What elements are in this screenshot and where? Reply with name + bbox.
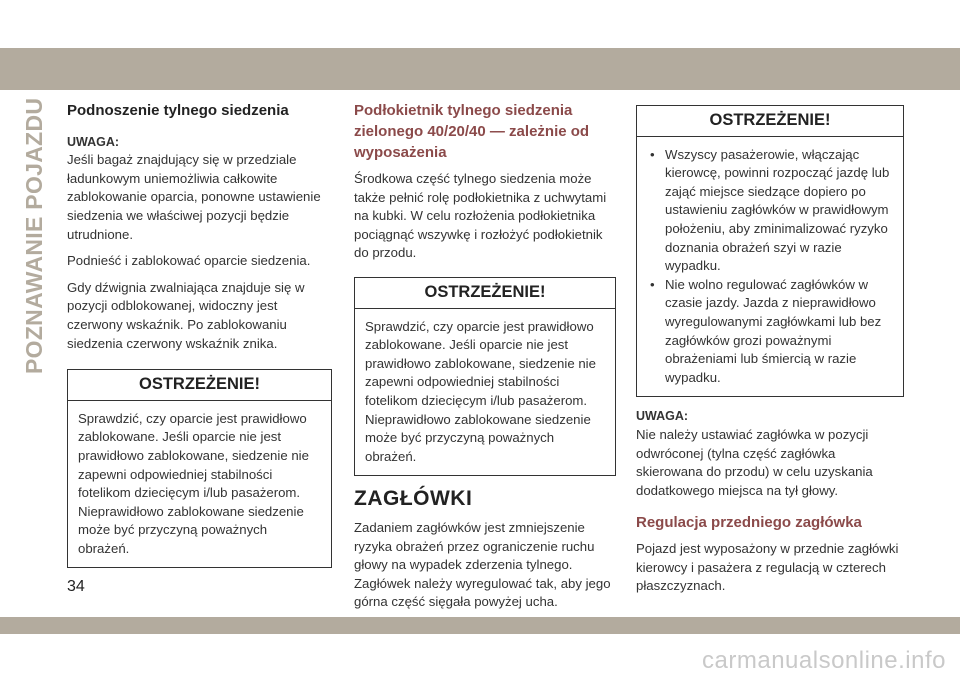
warning-list <box>637 137 903 397</box>
warning-bullet: • Nie wolno regulować zagłówków w czasie jazdy. Jazda z nieprawidłowo wyregulowanymi zagłówkami lub bez zagłówków grozi poważnymi obrażeniami lub śmiercią w razie wypadku. <box>647 276 893 388</box>
paragraph: Gdy dźwignia zwalniająca znajduje się w pozycji odblokowanej, widoczny jest czerwony wskaźnik. Po zablokowaniu siedzenia czerwony wskaźnik znika. <box>67 279 305 351</box>
note-text: Jeśli bagaż znajdujący się w przedziale ładunkowym uniemożliwia całkowite zablokowanie oparcia, ponowne ustawienie siedzenia we właściwej pozycji będzie utrudnione. <box>67 152 321 242</box>
heading-armrest: Podłokietnik tylnego siedzenia zielonego 40/20/40 — zależnie od wyposażenia <box>354 102 590 161</box>
side-label-text: POZNAWANIE POJAZDU <box>21 97 47 374</box>
section-title-headrests: ZAGŁÓWKI <box>354 487 473 511</box>
paragraph: Podnieść i zablokować oparcie siedzenia. <box>67 253 311 269</box>
warning-title: OSTRZEŻENIE! <box>355 278 615 309</box>
heading-rear-seat-lift: Podnoszenie tylnego siedzenia <box>67 102 289 119</box>
warning-box <box>636 105 904 397</box>
note-text: Nie należy ustawiać zagłówka w pozycji odwróconej (tylna część zagłówka skierowana do przodu) w celu uzyskania dodatkowego miejsca na tył głowy. <box>636 426 873 498</box>
heading-front-headrest: Regulacja przedniego zagłówka <box>636 514 862 532</box>
page-number: 34 <box>67 578 85 595</box>
header-band <box>0 48 960 90</box>
warning-text: Sprawdzić, czy oparcie jest prawidłowo zablokowane. Jeśli oparcie nie jest prawidłowo zablokowane, siedzenie nie zapewni odpowiedniej stabilności fotelikom dziecięcym i/lub pasażerom. Nieprawidłowo zablokowane siedzenie może być przyczyną poważnych obrażeń. <box>365 318 596 464</box>
warning-box <box>354 277 616 476</box>
paragraph: Środkowa część tylnego siedzenia może także pełnić rolę podłokietnika z uchwytami na kubki. W celu rozłożenia podłokietnika pociągnąć wszywkę i rozłożyć podłokietnik do przodu. <box>354 171 607 261</box>
note-label: UWAGA: <box>636 409 689 424</box>
column-1 <box>67 96 332 568</box>
column-3 <box>636 105 904 604</box>
warning-title: OSTRZEŻENIE! <box>637 106 903 137</box>
note-label: UWAGA: <box>67 134 120 149</box>
warning-text: Sprawdzić, czy oparcie jest prawidłowo zablokowane. Jeśli oparcie nie jest prawidłowo zablokowane, siedzenie nie zapewni odpowiedniej stabilności fotelikom dziecięcym i/lub pasażerom. Nieprawidłowo zablokowane siedzenie może być przyczyną poważnych obrażeń. <box>78 410 309 556</box>
paragraph: Zadaniem zagłówków jest zmniejszenie ryzyka obrażeń przez ograniczenie ruchu głowy na wypadek zderzenia tylnego. Zagłówek należy wyregulować tak, aby jego górna część sięgała powyżej ucha. <box>354 519 611 610</box>
side-section-label <box>21 97 51 374</box>
warning-title: OSTRZEŻENIE! <box>68 370 331 401</box>
warning-bullet: • Wszyscy pasażerowie, włączając kierowcę, powinni rozpocząć jazdę lub zająć miejsce siedzące dopiero po ustawieniu zagłówków w prawidłowym położeniu, aby zminimalizować ryzyko doznania obrażeń szyi w razie wypadku. <box>647 146 893 276</box>
paragraph: Pojazd jest wyposażony w przednie zagłówki kierowcy i pasażera z regulacją w czterech płaszczyznach. <box>636 541 899 594</box>
warning-box <box>67 369 332 568</box>
column-2 <box>354 96 616 620</box>
watermark-text: carmanualsonline.info <box>702 647 946 674</box>
